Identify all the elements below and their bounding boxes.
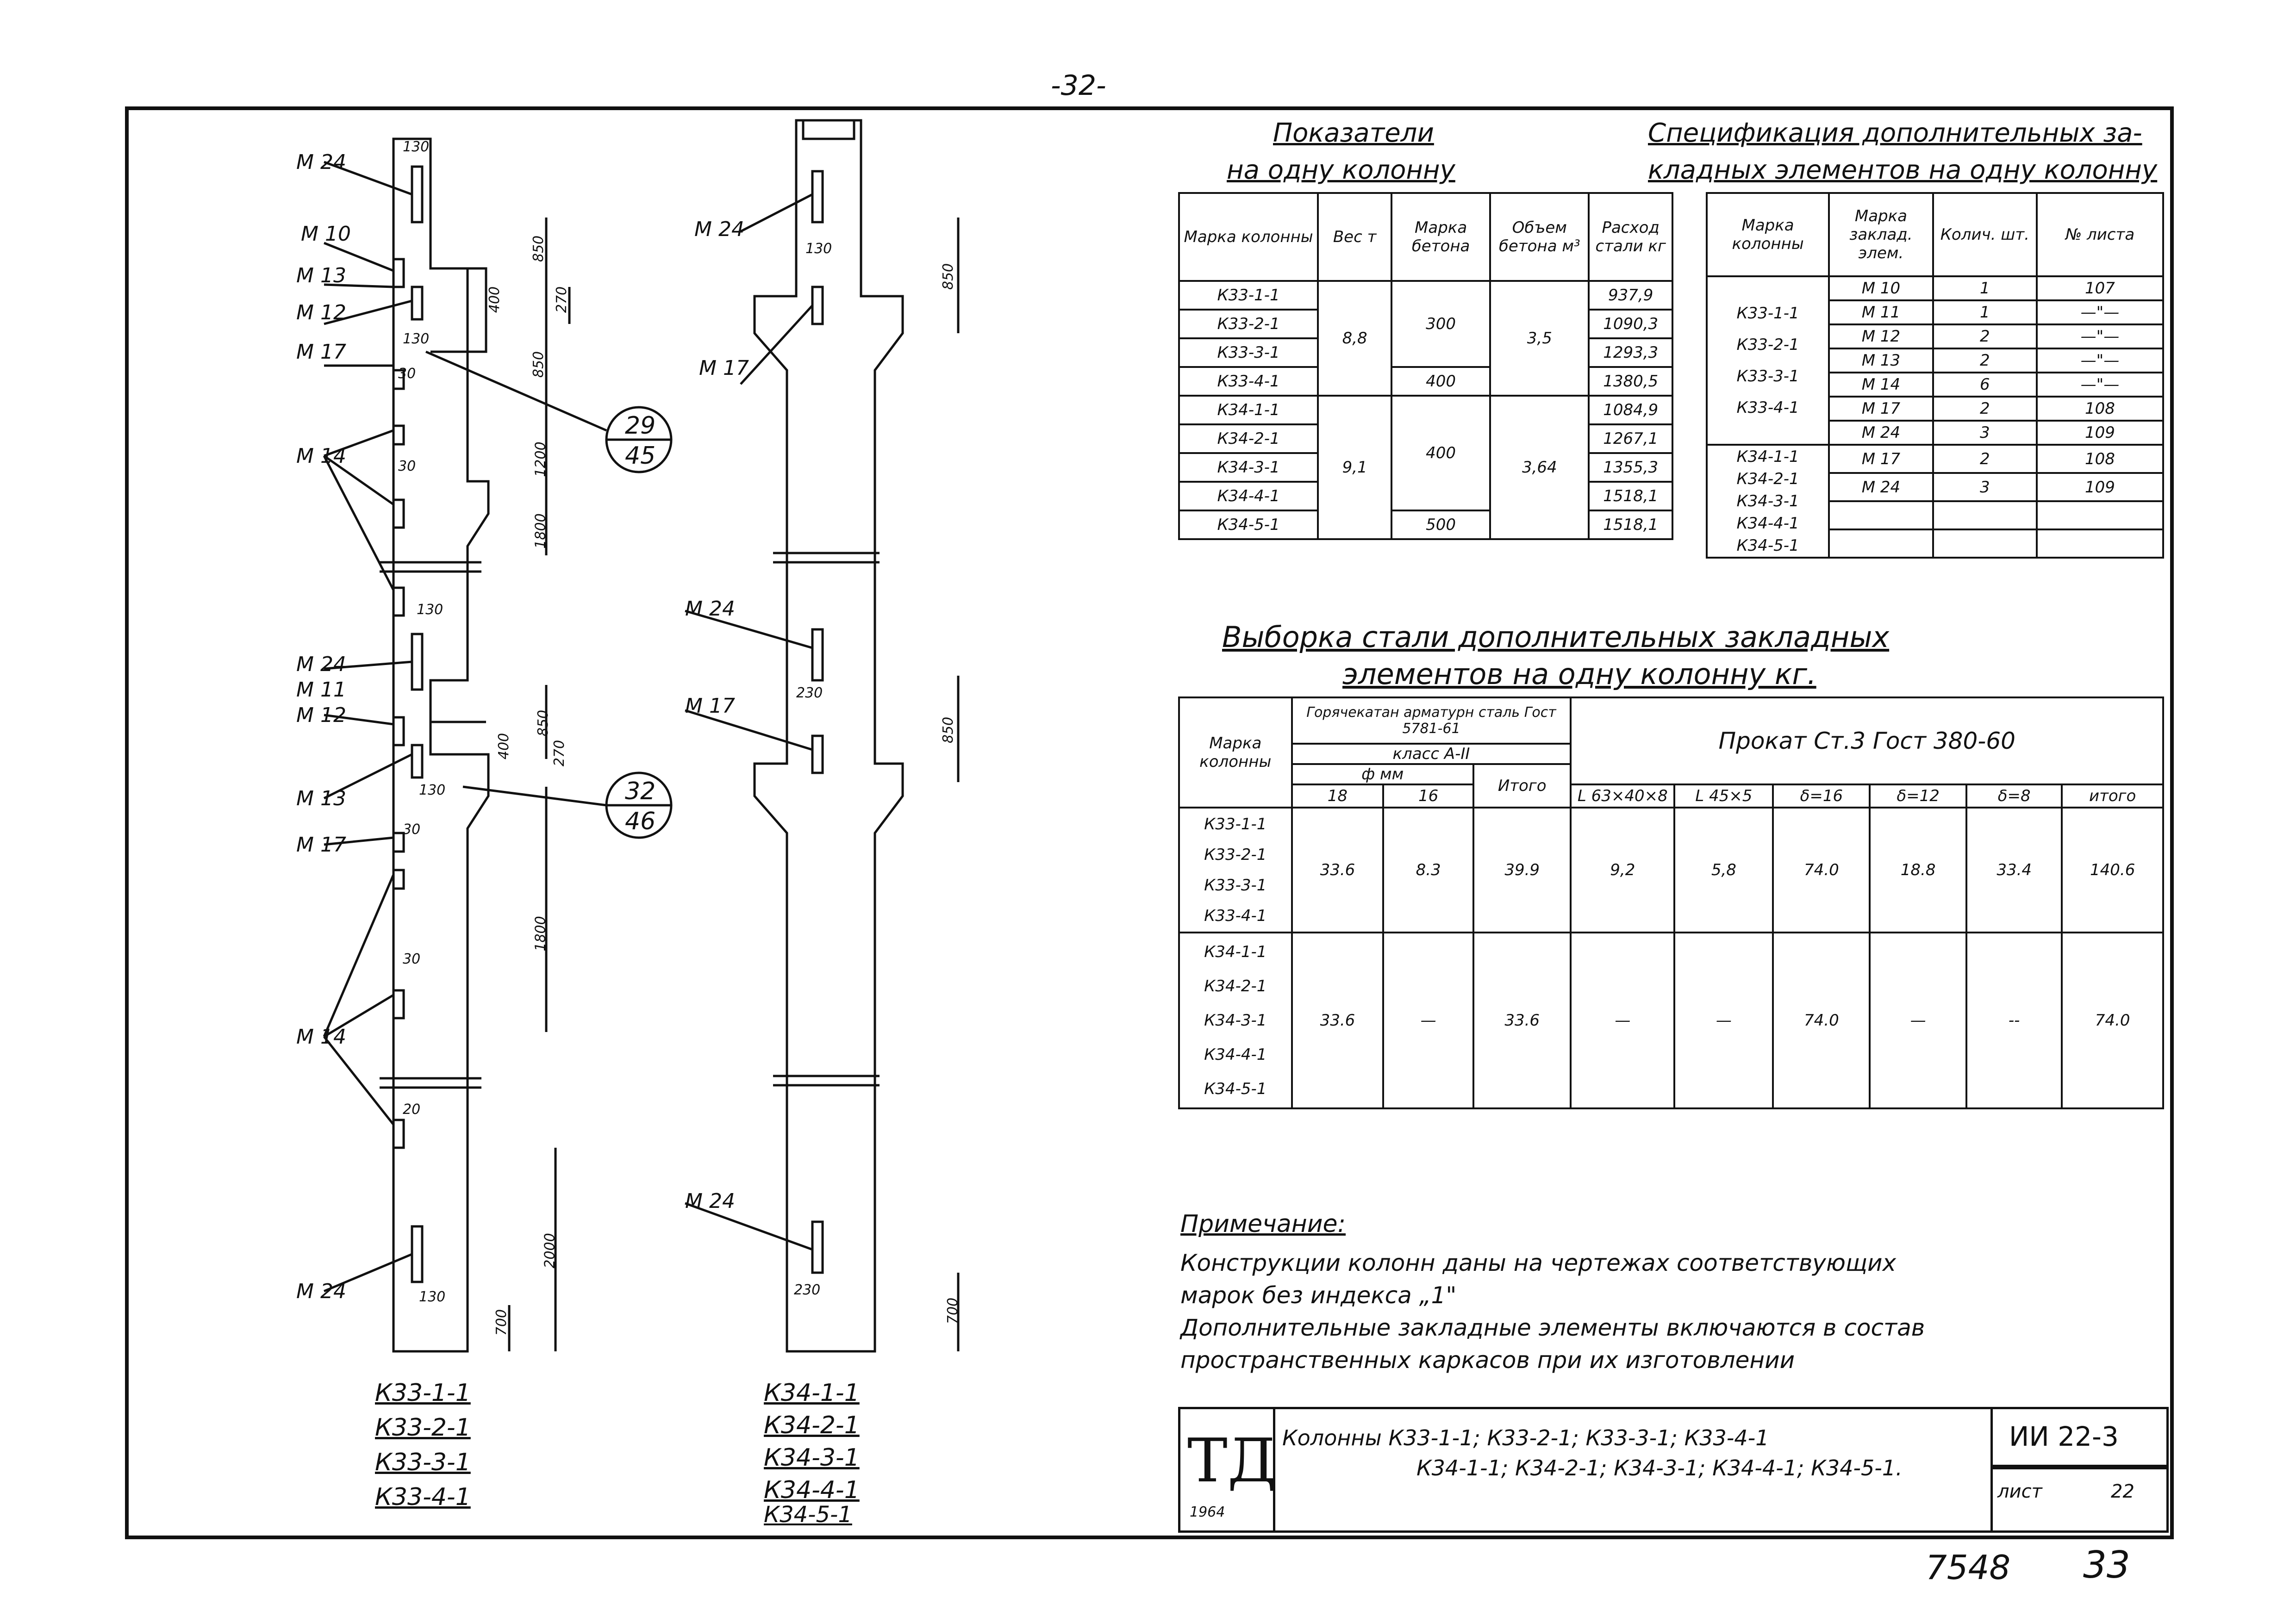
ind-r1-steel: 1090,3: [1589, 310, 1672, 338]
ind-weight-34: 9,1: [1318, 396, 1391, 539]
stamp-text-1: Колонны К33-1-1; К33-2-1; К33-3-1; К33-4-1: [1282, 1425, 1769, 1450]
k33-mark-m13: M 13: [296, 264, 346, 287]
k33-dim-130d: 130: [419, 782, 446, 798]
spec-table: [1706, 192, 2164, 559]
ind-r6-steel: 1355,3: [1589, 453, 1672, 482]
k34-mark-m17-mid: M 17: [685, 694, 735, 718]
st-r1-6: 18.8: [1870, 808, 1966, 933]
k34-label-4: К34-4-1: [764, 1476, 860, 1504]
k34-label-3: К34-3-1: [764, 1444, 860, 1472]
st-h-r5: итого: [2062, 784, 2163, 808]
spec-g1-r3-sheet: —"—: [2037, 348, 2163, 373]
indicators-table: [1178, 192, 1673, 540]
ind-r8-steel: 1518,1: [1589, 510, 1672, 539]
k33-dim-1200: 1200: [532, 442, 549, 477]
footer-number: 7548: [1926, 1548, 2011, 1587]
k33-mark-m17b: M 17: [296, 833, 346, 857]
k33-dim-30a: 30: [398, 366, 416, 382]
k33-mark-m14b: M 14: [296, 1025, 346, 1049]
spec-h-sheet: № листа: [2037, 193, 2163, 276]
k33-mark-m24-mid: M 24: [296, 653, 346, 676]
ind-h-volume: Объем бетона м³: [1490, 193, 1589, 281]
k33-dim-2000: 2000: [542, 1233, 558, 1269]
k34-mark-m17-top: M 17: [699, 356, 749, 380]
k33-mark-m24-bot: M 24: [296, 1280, 346, 1303]
st-g2-c2: К34-3-1: [1204, 1011, 1267, 1030]
circle1-top: 29: [625, 412, 656, 440]
ind-weight-33: 8,8: [1318, 281, 1391, 396]
spec-g1-c3: К33-4-1: [1736, 398, 1799, 417]
ind-r7-mark: К34-4-1: [1179, 482, 1318, 510]
spec-h-qty: Колич. шт.: [1933, 193, 2037, 276]
spec-g1-r0-qty: 1: [1933, 276, 2037, 300]
k34-dim-130: 130: [805, 241, 832, 257]
stamp-text-2: К34-1-1; К34-2-1; К34-3-1; К34-4-1; К34-5-1.: [1416, 1455, 1903, 1480]
spec-g1-r2-elem: M 12: [1829, 324, 1933, 348]
spec-g2-r1-elem: M 24: [1829, 473, 1933, 501]
spec-g1-r0-sheet: 107: [2037, 276, 2163, 300]
k33-dim-270b: 270: [551, 740, 568, 767]
spec-g1-r4-sheet: —"—: [2037, 373, 2163, 397]
ind-r6-mark: К34-3-1: [1179, 453, 1318, 482]
ind-r3-steel: 1380,5: [1589, 367, 1672, 396]
st-r2-4: —: [1674, 933, 1773, 1108]
k33-dim-700: 700: [493, 1309, 510, 1336]
st-h-class: класс А-II: [1292, 744, 1571, 764]
k34-label-2: К34-2-1: [764, 1412, 860, 1439]
steel-title-2: элементов на одну колонну кг.: [1342, 657, 1816, 691]
stamp-logo: ТД: [1187, 1425, 1277, 1496]
ind-r1-mark: К33-2-1: [1179, 310, 1318, 338]
st-g1-c1: К33-2-1: [1204, 846, 1267, 864]
k33-dim-30b: 30: [398, 458, 416, 474]
spec-g2-c1: К34-2-1: [1736, 470, 1799, 488]
ind-r8-mark: К34-5-1: [1179, 510, 1318, 539]
stamp-sheet-label: лист: [1997, 1481, 2042, 1502]
k33-mark-m24-top: M 24: [296, 150, 346, 174]
st-g1-c0: К33-1-1: [1204, 815, 1267, 833]
indicators-title-2: на одну колонну: [1227, 155, 1455, 185]
spec-g2-c4: К34-5-1: [1736, 536, 1799, 555]
k33-dim-130a: 130: [403, 139, 430, 155]
k33-dim-1800b: 1800: [532, 916, 549, 951]
ind-r0-mark: К33-1-1: [1179, 281, 1318, 310]
stamp-sheet-num: 22: [2111, 1481, 2134, 1502]
spec-h-elem: Марка заклад. элем.: [1829, 193, 1933, 276]
ind-r2-steel: 1293,3: [1589, 338, 1672, 367]
k33-dim-850c: 850: [535, 709, 552, 737]
k33-dim-850a: 850: [530, 235, 547, 262]
circle1-bottom: 45: [625, 442, 656, 470]
ind-concrete-33a: 300: [1391, 281, 1490, 367]
spec-g1-r1-sheet: —"—: [2037, 300, 2163, 324]
note-line-3: Дополнительные закладные элементы включаются в состав: [1180, 1314, 1925, 1341]
spec-g2-c3: К34-4-1: [1736, 514, 1799, 533]
st-h-total: Итого: [1473, 764, 1571, 808]
spec-g1-r5-qty: 2: [1933, 397, 2037, 421]
k33-dim-130e: 130: [419, 1289, 446, 1305]
st-r1-0: 33.6: [1292, 808, 1384, 933]
k33-dim-850b: 850: [530, 351, 547, 378]
k33-mark-m13b: M 13: [296, 787, 346, 810]
st-r2-1: —: [1383, 933, 1473, 1108]
spec-g1-r2-qty: 2: [1933, 324, 2037, 348]
st-r1-5: 74.0: [1773, 808, 1870, 933]
ind-r3-mark: К33-4-1: [1179, 367, 1318, 396]
k33-dim-130c: 130: [417, 602, 443, 618]
ind-r0-steel: 937,9: [1589, 281, 1672, 310]
st-r1-2: 39.9: [1473, 808, 1571, 933]
k34-column-outline: [685, 120, 958, 1351]
k33-dim-130b: 130: [403, 331, 430, 347]
spec-g1-c0: К33-1-1: [1736, 304, 1799, 323]
spec-g1-r6-qty: 3: [1933, 421, 2037, 445]
st-r1-8: 140.6: [2062, 808, 2163, 933]
footer-page: 33: [2083, 1543, 2130, 1586]
note-line-1: Конструкции колонн даны на чертежах соответствующих: [1180, 1250, 1897, 1276]
ind-volume-34: 3,64: [1490, 396, 1589, 539]
ind-r4-steel: 1084,9: [1589, 396, 1672, 424]
spec-g1-r1-qty: 1: [1933, 300, 2037, 324]
spec-g2-r0-sheet: 108: [2037, 445, 2163, 473]
spec-group1-cols: [1707, 276, 1829, 445]
st-g2-c4: К34-5-1: [1204, 1080, 1267, 1098]
spec-g1-r2-sheet: —"—: [2037, 324, 2163, 348]
k33-mark-m12: M 12: [296, 301, 346, 324]
st-h-rolled: Прокат Ст.3 Гост 380-60: [1571, 697, 2163, 784]
st-r1-3: 9,2: [1571, 808, 1674, 933]
k33-mark-m17: M 17: [296, 340, 346, 364]
ind-r2-mark: К33-3-1: [1179, 338, 1318, 367]
st-r2-8: 74.0: [2062, 933, 2163, 1108]
spec-g1-c2: К33-3-1: [1736, 367, 1799, 386]
spec-g1-r6-elem: M 24: [1829, 421, 1933, 445]
ind-h-steel: Расход стали кг: [1589, 193, 1672, 281]
spec-g1-r5-elem: M 17: [1829, 397, 1933, 421]
k34-dim-700: 700: [945, 1297, 961, 1325]
st-r1-1: 8.3: [1383, 808, 1473, 933]
spec-g2-r1-qty: 3: [1933, 473, 2037, 501]
st-h-r1: L 45×5: [1674, 784, 1773, 808]
k33-dim-1800a: 1800: [532, 513, 549, 549]
st-g2-c0: К34-1-1: [1204, 943, 1267, 961]
st-r2-2: 33.6: [1473, 933, 1571, 1108]
note-line-4: пространственных каркасов при их изготовлении: [1180, 1347, 1795, 1374]
steel-title-1: Выборка стали дополнительных закладных: [1222, 620, 1890, 654]
st-h-r0: L 63×40×8: [1571, 784, 1674, 808]
k34-dim-230b: 230: [794, 1282, 821, 1298]
circle2-bottom: 46: [625, 808, 656, 835]
ind-r5-steel: 1267,1: [1589, 424, 1672, 453]
k33-label-1: К33-1-1: [375, 1379, 471, 1407]
k34-dim-850a: 850: [940, 263, 957, 290]
page-number: -32-: [1051, 69, 1106, 102]
k33-dim-270a: 270: [554, 286, 570, 313]
st-h-d18: 18: [1292, 784, 1384, 808]
k33-label-2: К33-2-1: [375, 1414, 471, 1442]
k33-mark-m10: M 10: [301, 222, 351, 246]
k34-dim-850b: 850: [940, 716, 957, 744]
spec-g1-c1: К33-2-1: [1736, 336, 1799, 354]
k33-mark-m12b: M 12: [296, 703, 346, 727]
spec-g1-r5-sheet: 108: [2037, 397, 2163, 421]
st-group2-cols: [1179, 933, 1292, 1108]
ind-h-mark: Марка колонны: [1179, 193, 1318, 281]
st-r1-7: 33.4: [1966, 808, 2062, 933]
st-g1-c3: К33-4-1: [1204, 907, 1267, 925]
spec-g1-r4-elem: M 14: [1829, 373, 1933, 397]
st-r2-3: —: [1571, 933, 1674, 1108]
ind-concrete-34b: 500: [1391, 510, 1490, 539]
st-h-rebar: Горячекатан арматурн сталь Гост 5781-61: [1292, 697, 1571, 744]
spec-g2-r1-sheet: 109: [2037, 473, 2163, 501]
ind-h-weight: Вес т: [1318, 193, 1391, 281]
st-g2-c3: К34-4-1: [1204, 1045, 1267, 1064]
k33-mark-m14: M 14: [296, 444, 346, 468]
ind-r5-mark: К34-2-1: [1179, 424, 1318, 453]
note-title: Примечание:: [1180, 1210, 1346, 1238]
stamp-year: 1964: [1190, 1504, 1225, 1520]
spec-g1-r3-elem: M 13: [1829, 348, 1933, 373]
st-h-d16: 16: [1383, 784, 1473, 808]
k33-dim-20: 20: [403, 1101, 421, 1118]
spec-title-2: кладных элементов на одну колонну: [1648, 155, 2158, 185]
indicators-title-1: Показатели: [1273, 118, 1434, 148]
st-h-r3: δ=12: [1870, 784, 1966, 808]
spec-title-1: Спецификация дополнительных за-: [1648, 118, 2142, 148]
k34-mark-m24-bot: M 24: [685, 1189, 735, 1213]
spec-g2-c2: К34-3-1: [1736, 492, 1799, 510]
k33-label-4: К33-4-1: [375, 1483, 471, 1511]
spec-g2-r0-qty: 2: [1933, 445, 2037, 473]
st-r2-0: 33.6: [1292, 933, 1384, 1108]
st-g1-c2: К33-3-1: [1204, 876, 1267, 895]
ind-concrete-34a: 400: [1391, 396, 1490, 510]
st-g2-c1: К34-2-1: [1204, 977, 1267, 995]
steel-table: [1178, 696, 2164, 1109]
spec-g1-r3-qty: 2: [1933, 348, 2037, 373]
ind-r4-mark: К34-1-1: [1179, 396, 1318, 424]
st-r1-4: 5,8: [1674, 808, 1773, 933]
k34-mark-m24-top: M 24: [694, 218, 744, 241]
st-r2-5: 74.0: [1773, 933, 1870, 1108]
spec-g2-c0: К34-1-1: [1736, 448, 1799, 466]
st-h-r4: δ=8: [1966, 784, 2062, 808]
spec-g1-r0-elem: M 10: [1829, 276, 1933, 300]
st-h-mark: Марка колонны: [1179, 697, 1292, 808]
spec-g1-r6-sheet: 109: [2037, 421, 2163, 445]
spec-h-mark: Марка колонны: [1707, 193, 1829, 276]
k33-dim-400b: 400: [496, 733, 512, 760]
st-h-r2: δ=16: [1773, 784, 1870, 808]
st-h-diam: ф мм: [1292, 764, 1473, 784]
k33-mark-m11: M 11: [296, 678, 346, 702]
st-r2-7: --: [1966, 933, 2062, 1108]
ind-h-concrete: Марка бетона: [1391, 193, 1490, 281]
ind-volume-33: 3,5: [1490, 281, 1589, 396]
spec-g2-r0-elem: M 17: [1829, 445, 1933, 473]
k33-label-3: К33-3-1: [375, 1449, 471, 1476]
note-line-2: марок без индекса „1": [1180, 1282, 1457, 1309]
ind-concrete-33b: 400: [1391, 367, 1490, 396]
k33-dim-400a: 400: [487, 286, 503, 313]
k33-dim-30c: 30: [403, 821, 421, 838]
stamp-code: ИИ 22-3: [2009, 1421, 2119, 1452]
spec-group2-cols: [1707, 445, 1829, 558]
spec-g1-r4-qty: 6: [1933, 373, 2037, 397]
k34-dim-230a: 230: [796, 685, 823, 701]
st-r2-6: —: [1870, 933, 1966, 1108]
ind-r7-steel: 1518,1: [1589, 482, 1672, 510]
k34-label-5: К34-5-1: [764, 1502, 852, 1528]
st-group1-cols: [1179, 808, 1292, 933]
circle2-top: 32: [625, 777, 656, 805]
spec-g1-r1-elem: M 11: [1829, 300, 1933, 324]
k33-dim-30d: 30: [403, 951, 421, 967]
k34-label-1: К34-1-1: [764, 1379, 860, 1407]
k34-mark-m24-mid: M 24: [685, 597, 735, 621]
